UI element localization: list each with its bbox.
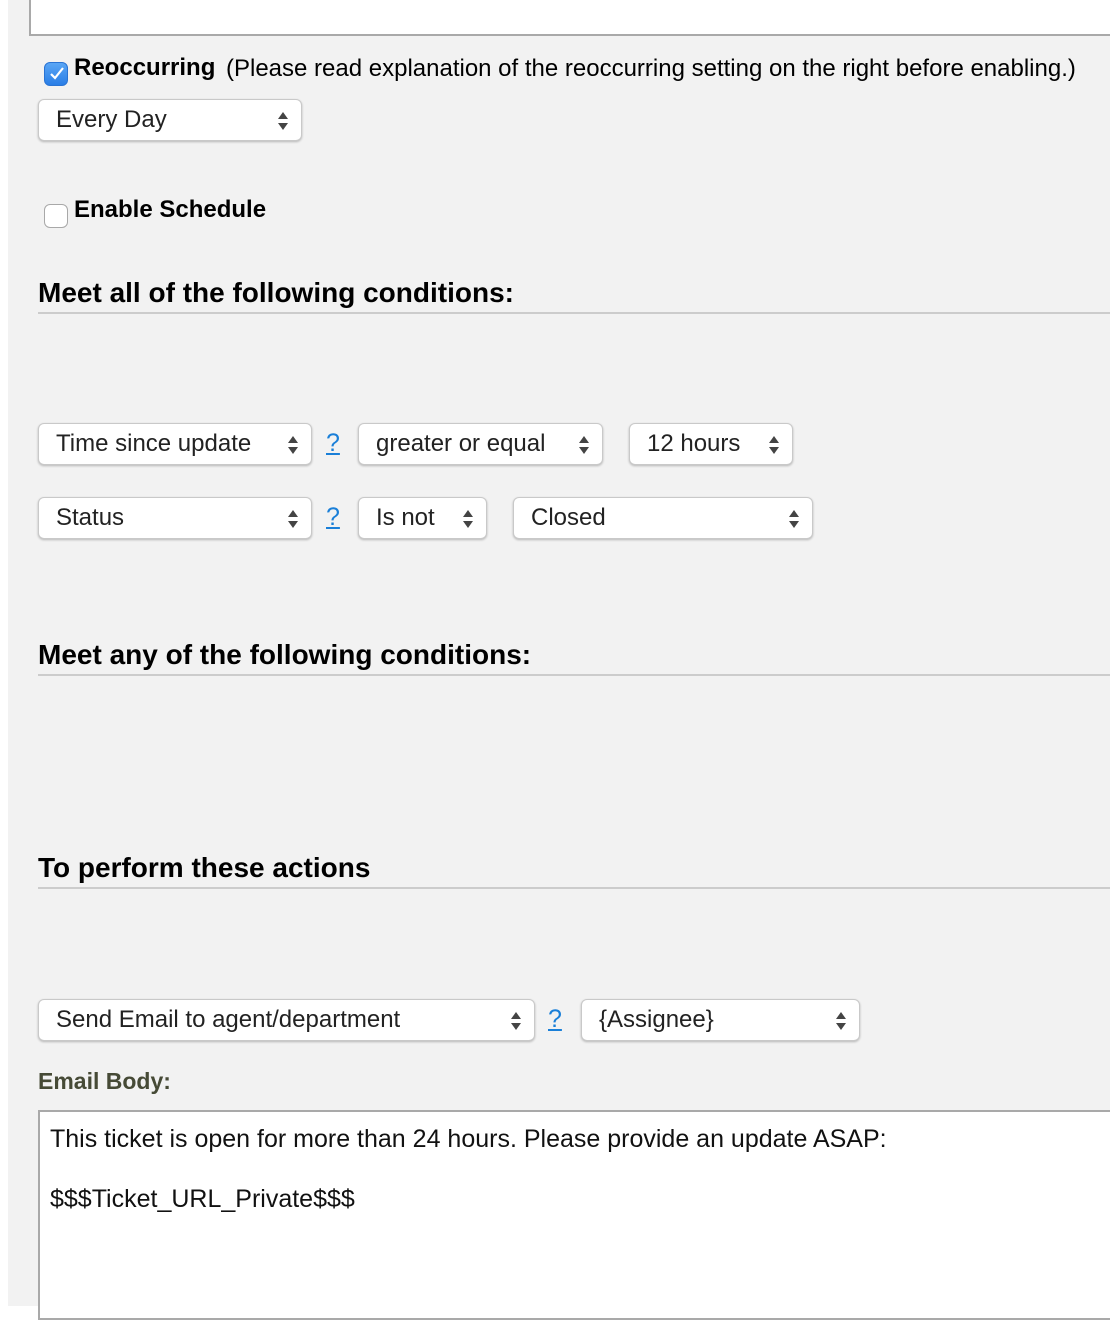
select-arrows-icon bbox=[768, 434, 780, 456]
select-arrows-icon bbox=[788, 508, 800, 530]
condition-field-value: Time since update bbox=[56, 430, 252, 457]
any-conditions-divider bbox=[38, 674, 1110, 676]
condition-operator-value: Is not bbox=[376, 504, 435, 531]
help-link[interactable]: ? bbox=[326, 503, 340, 531]
condition-value-select[interactable] bbox=[629, 423, 793, 465]
all-conditions-heading: Meet all of the following conditions: bbox=[38, 277, 514, 308]
select-arrows-icon bbox=[287, 508, 299, 530]
checkmark-icon bbox=[49, 66, 65, 82]
email-body-line: This ticket is open for more than 24 hours. Please provide an update ASAP: bbox=[50, 1125, 887, 1153]
any-conditions-heading: Meet any of the following conditions: bbox=[38, 639, 532, 670]
actions-heading: To perform these actions bbox=[38, 852, 371, 883]
select-arrows-icon bbox=[277, 110, 289, 132]
condition-field-value: Status bbox=[56, 504, 125, 531]
email-body-line: $$$Ticket_URL_Private$$$ bbox=[50, 1185, 355, 1213]
action-type-select[interactable] bbox=[38, 999, 535, 1041]
action-type-value: Send Email to agent/department bbox=[56, 1006, 401, 1033]
help-link[interactable]: ? bbox=[548, 1005, 562, 1033]
frequency-value: Every Day bbox=[56, 106, 167, 133]
actions-divider bbox=[38, 887, 1110, 889]
condition-operator-value: greater or equal bbox=[376, 430, 546, 457]
recipient-value: {Assignee} bbox=[599, 1006, 714, 1033]
condition-operator-select[interactable] bbox=[358, 497, 487, 539]
email-body-textarea[interactable] bbox=[38, 1110, 1110, 1320]
help-link[interactable]: ? bbox=[326, 429, 340, 457]
select-arrows-icon bbox=[510, 1010, 522, 1032]
condition-field-select[interactable] bbox=[38, 497, 312, 539]
frequency-select[interactable] bbox=[38, 99, 302, 141]
description-textarea[interactable] bbox=[29, 0, 1110, 36]
recipient-select[interactable] bbox=[581, 999, 860, 1041]
condition-value: Closed bbox=[531, 504, 606, 531]
enable-schedule-checkbox[interactable] bbox=[44, 204, 68, 228]
select-arrows-icon bbox=[462, 508, 474, 530]
all-conditions-divider bbox=[38, 312, 1110, 314]
select-arrows-icon bbox=[287, 434, 299, 456]
condition-field-select[interactable] bbox=[38, 423, 312, 465]
enable-schedule-label: Enable Schedule bbox=[74, 196, 267, 223]
reoccurring-checkbox[interactable] bbox=[44, 62, 68, 86]
condition-value-select[interactable] bbox=[513, 497, 813, 539]
select-arrows-icon bbox=[578, 434, 590, 456]
reoccurring-label: Reoccurring bbox=[74, 54, 216, 81]
reoccurring-note: (Please read explanation of the reoccurring setting on the right before enabling.) bbox=[226, 55, 1076, 82]
select-arrows-icon bbox=[835, 1010, 847, 1032]
email-body-label: Email Body: bbox=[38, 1068, 171, 1094]
condition-operator-select[interactable] bbox=[358, 423, 603, 465]
condition-value: 12 hours bbox=[647, 430, 741, 457]
